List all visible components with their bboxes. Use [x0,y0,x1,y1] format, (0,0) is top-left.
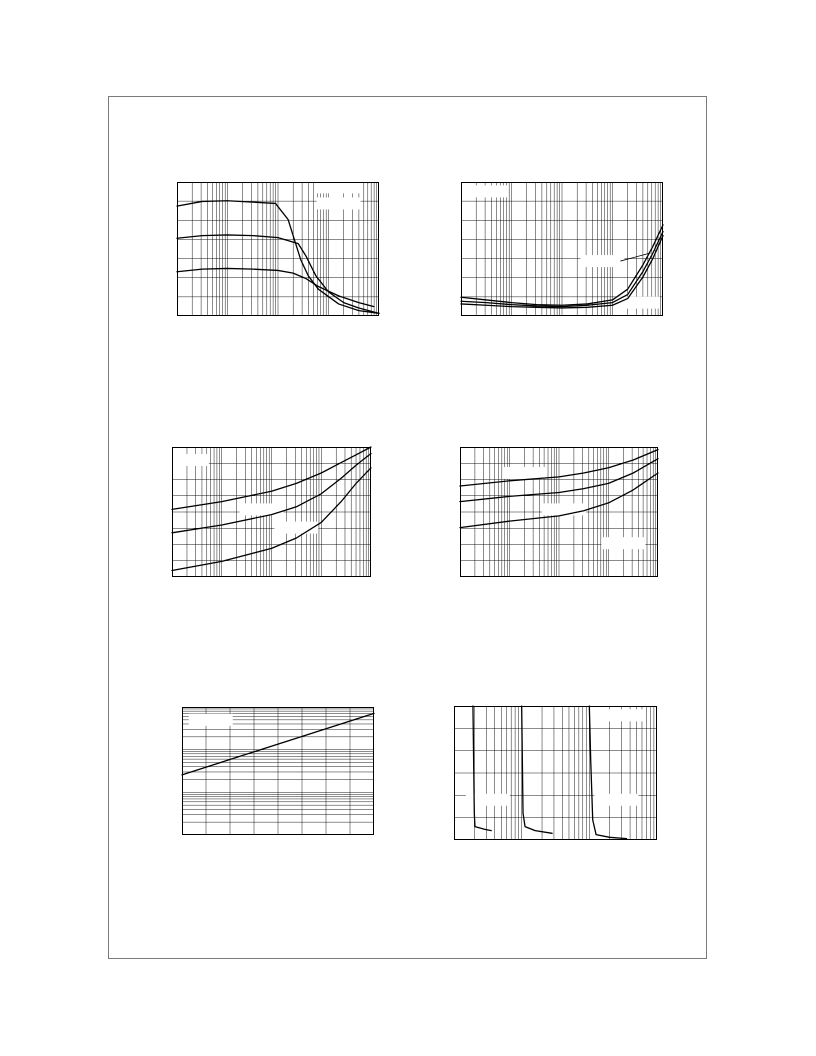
chart-6 [454,706,657,840]
curve-label-2 [466,794,510,806]
curve-label-2 [580,255,624,267]
curve-label-1 [165,454,209,466]
chart-6-grid [454,706,657,840]
series-line-1 [473,706,491,831]
curve-label-1 [601,709,645,721]
curve-label-1 [317,181,361,193]
curve-label-1 [464,185,508,197]
curve-label-2 [240,503,284,515]
curve-label-1 [502,467,546,479]
curve-label-1 [189,714,233,726]
curve-label-3 [601,537,645,549]
chart-3 [172,447,371,577]
chart-5-grid [182,707,374,835]
curve-label-3 [594,794,638,806]
chart-5 [182,707,374,835]
chart-1 [177,182,379,316]
chart-4 [460,447,658,577]
curve-label-3 [616,297,660,309]
curve-label-2 [317,197,361,209]
series-line-3 [589,706,626,839]
series-line-2 [522,706,552,833]
chart-2-grid [461,182,663,316]
curve-label-2 [542,503,586,515]
chart-2 [461,182,663,316]
